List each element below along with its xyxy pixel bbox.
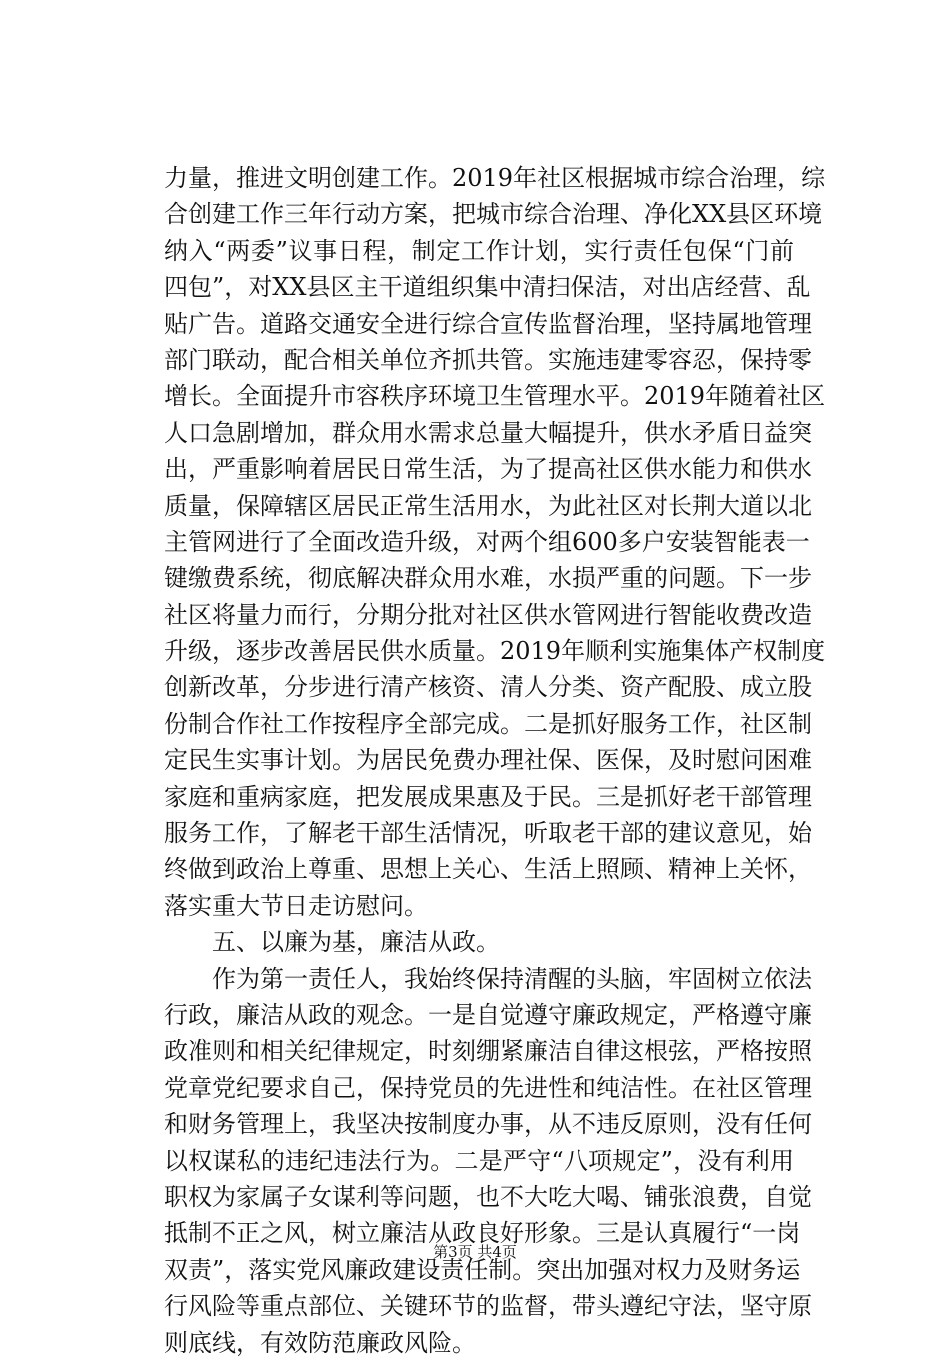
- text-line: 党章党纪要求自己，保持党员的先进性和纯洁性。在社区管理: [164, 1073, 812, 1102]
- text-line: 终做到政治上尊重、思想上关心、生活上照顾、精神上关怀，: [164, 855, 812, 884]
- paragraph: [164, 961, 812, 1361]
- text-line: 双责”，落实党风廉政建设责任制。突出加强对权力及财务运: [164, 1255, 801, 1284]
- text-line: 作为第一责任人，我始终保持清醒的头脑，牢固树立依法: [212, 964, 812, 993]
- text-line: 创新改革，分步进行清产核资、清人分类、资产配股、成立股: [164, 673, 812, 702]
- text-line: 家庭和重病家庭，把发展成果惠及于民。三是抓好老干部管理: [164, 782, 812, 811]
- text-line: 人口急剧增加，群众用水需求总量大幅提升，供水矛盾日益突: [164, 418, 812, 447]
- text-line: 键缴费系统，彻底解决群众用水难，水损严重的问题。下一步: [164, 564, 812, 593]
- text-line: 增长。全面提升市容秩序环境卫生管理水平。2019年随着社区: [164, 382, 826, 411]
- text-line: 贴广告。道路交通安全进行综合宣传监督治理，坚持属地管理: [164, 309, 812, 338]
- text-line: 合创建工作三年行动方案，把城市综合治理、净化XX县区环境: [164, 200, 823, 229]
- document-body: [164, 160, 826, 1361]
- text-line: 五、以廉为基，廉洁从政。: [212, 928, 500, 957]
- text-line: 职权为家属子女谋利等问题，也不大吃大喝、铺张浪费，自觉: [164, 1182, 812, 1211]
- text-line: 服务工作，了解老干部生活情况，听取老干部的建议意见，始: [164, 819, 812, 848]
- text-line: 质量，保障辖区居民正常生活用水，为此社区对长荆大道以北: [164, 491, 812, 520]
- text-line: 行风险等重点部位、关键环节的监督，带头遵纪守法，坚守原: [164, 1292, 812, 1321]
- text-line: 政准则和相关纪律规定，时刻绷紧廉洁自律这根弦，严格按照: [164, 1037, 812, 1066]
- text-line: 以权谋私的违纪违法行为。二是严守“八项规定”，没有利用: [164, 1146, 794, 1175]
- text-line: 则底线，有效防范廉政风险。: [164, 1328, 476, 1357]
- paragraph: [164, 924, 794, 960]
- text-line: 纳入“两委”议事日程，制定工作计划，实行责任包保“门前: [164, 236, 794, 265]
- text-line: 行政，廉洁从政的观念。一是自觉遵守廉政规定，严格遵守廉: [164, 1000, 812, 1029]
- text-line: 部门联动，配合相关单位齐抓共管。实施违建零容忍，保持零: [164, 345, 812, 374]
- text-line: 落实重大节日走访慰问。: [164, 891, 428, 920]
- text-line: 四包”，对XX县区主干道组织集中清扫保洁，对出店经营、乱: [164, 273, 811, 302]
- text-line: 主管网进行了全面改造升级，对两个组600多户安装智能表一: [164, 527, 810, 556]
- text-line: 出，严重影响着居民日常生活，为了提高社区供水能力和供水: [164, 455, 812, 484]
- paragraph: [164, 160, 826, 924]
- text-line: 社区将量力而行，分期分批对社区供水管网进行智能收费改造: [164, 600, 812, 629]
- text-line: 份制合作社工作按程序全部完成。二是抓好服务工作，社区制: [164, 709, 812, 738]
- text-line: 定民生实事计划。为居民免费办理社保、医保，及时慰问困难: [164, 746, 812, 775]
- text-line: 升级，逐步改善居民供水质量。2019年顺利实施集体产权制度: [164, 637, 826, 666]
- text-line: 力量，推进文明创建工作。2019年社区根据城市综合治理，综: [164, 164, 826, 192]
- text-line: 抵制不正之风，树立廉洁从政良好形象。三是认真履行“一岗: [164, 1219, 801, 1248]
- text-line: 和财务管理上，我坚决按制度办事，从不违反原则，没有任何: [164, 1110, 812, 1139]
- page-footer: 第3页 共4页: [433, 1243, 517, 1261]
